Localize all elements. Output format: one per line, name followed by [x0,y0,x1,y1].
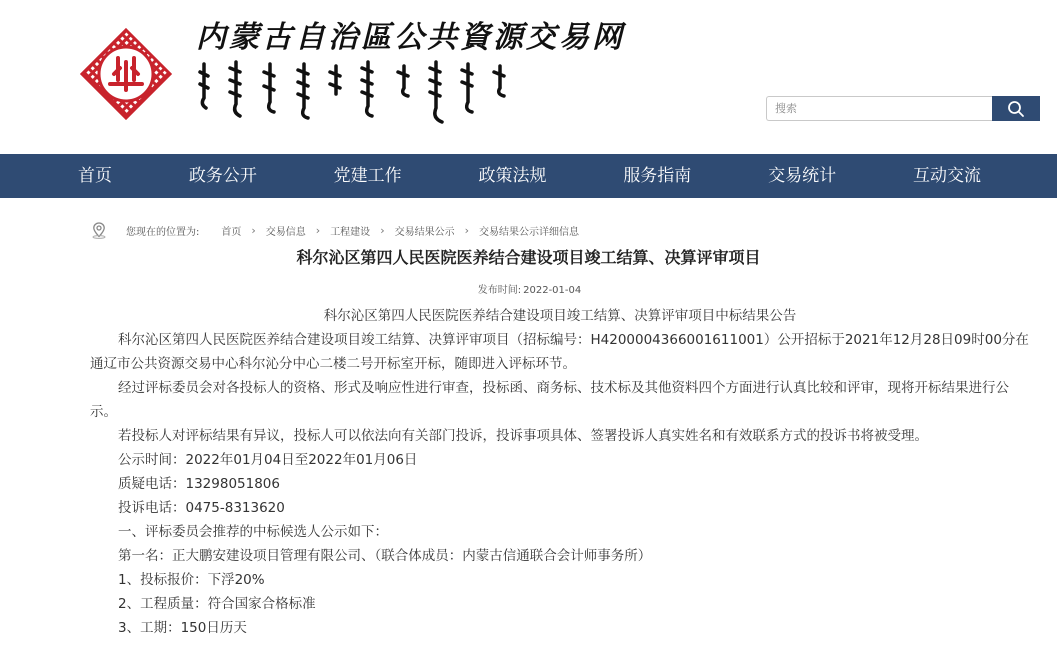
breadcrumb-home[interactable]: 首页 [221,226,242,238]
project-quality: 2、工程质量：符合国家合格标准 [118,596,316,612]
breadcrumb-prefix: 您现在的位置为: [126,226,200,238]
site-title: 内蒙古自治區公共資源交易网 [196,20,625,55]
nav-item-service-guide[interactable]: 服务指南 [623,166,692,186]
publicity-period: 公示时间：2022年01月04日至2022年01月06日 [118,452,418,468]
chevron-right-icon: › [315,223,321,237]
article-paragraph: 经过评标委员会对各投标人的资格、形式及响应性进行审查，投标函、商务标、技术标及其他资料四个方面进行认真比较和评审，现将开标结果进行公示。 [90,380,1009,420]
chevron-right-icon: › [464,223,469,237]
search-bar [766,96,1040,121]
nav-item-government-affairs[interactable]: 政务公开 [188,166,257,186]
site-header [0,0,1057,154]
search-input[interactable] [766,96,992,121]
article-paragraph: 若投标人对评标结果有异议，投标人可以依法向有关部门投诉，投诉事项具体、签署投诉人真实姓名和有效联系方式的投诉书将被受理。 [118,428,928,444]
breadcrumb [90,220,579,240]
article-paragraph: 科尔沁区第四人民医院医养结合建设项目竣工结算、决算评审项目（招标编号：H4200004366001611001）公开招标于2021年12月28日09时00分在通辽市公共资源交易中心科尔沁分中心二楼二号开标室开标，随即进入评标环节。 [90,332,1029,372]
inquiry-phone: 质疑电话：13298051806 [118,476,280,492]
nav-item-trade-statistics[interactable]: 交易统计 [768,166,837,186]
nav-item-policies[interactable]: 政策法规 [478,166,547,186]
breadcrumb-trade-results[interactable]: 交易结果公示 [394,226,455,238]
nav-item-interaction[interactable]: 互动交流 [912,166,981,186]
bid-price: 1、投标报价：下浮20% [118,572,265,588]
breadcrumb-construction[interactable]: 工程建设 [330,226,371,238]
nav-item-party-building[interactable]: 党建工作 [333,166,402,186]
construction-period: 3、工期：150日历天 [118,620,247,636]
article-subheading: 科尔沁区第四人民医院医养结合建设项目竣工结算、决算评审项目中标结果公告 [323,308,797,324]
site-logo-icon[interactable] [80,28,172,120]
mongolian-title-graphic [196,58,536,130]
complaint-phone: 投诉电话：0475-8313620 [118,500,285,516]
publish-time [0,284,1057,298]
publish-label: 发布时间: [477,285,522,296]
chevron-right-icon: › [251,223,256,237]
publish-date: 2022-01-04 [523,285,582,296]
main-nav [0,154,1057,198]
article-content [90,304,1030,640]
breadcrumb-current: 交易结果公示详细信息 [479,226,579,238]
search-button[interactable] [992,96,1040,121]
first-candidate: 第一名：正大鹏安建设项目管理有限公司、（联合体成员：内蒙古信通联合会计师事务所） [118,548,652,564]
article-title: 科尔沁区第四人民医院医养结合建设项目竣工结算、决算评审项目 [296,248,761,267]
candidates-heading: 一、评标委员会推荐的中标候选人公示如下： [118,524,388,540]
search-icon [1007,100,1025,118]
location-pin-icon [90,221,108,239]
nav-item-home[interactable]: 首页 [78,166,112,186]
chevron-right-icon: › [380,223,385,237]
breadcrumb-trade-info[interactable]: 交易信息 [265,226,306,238]
